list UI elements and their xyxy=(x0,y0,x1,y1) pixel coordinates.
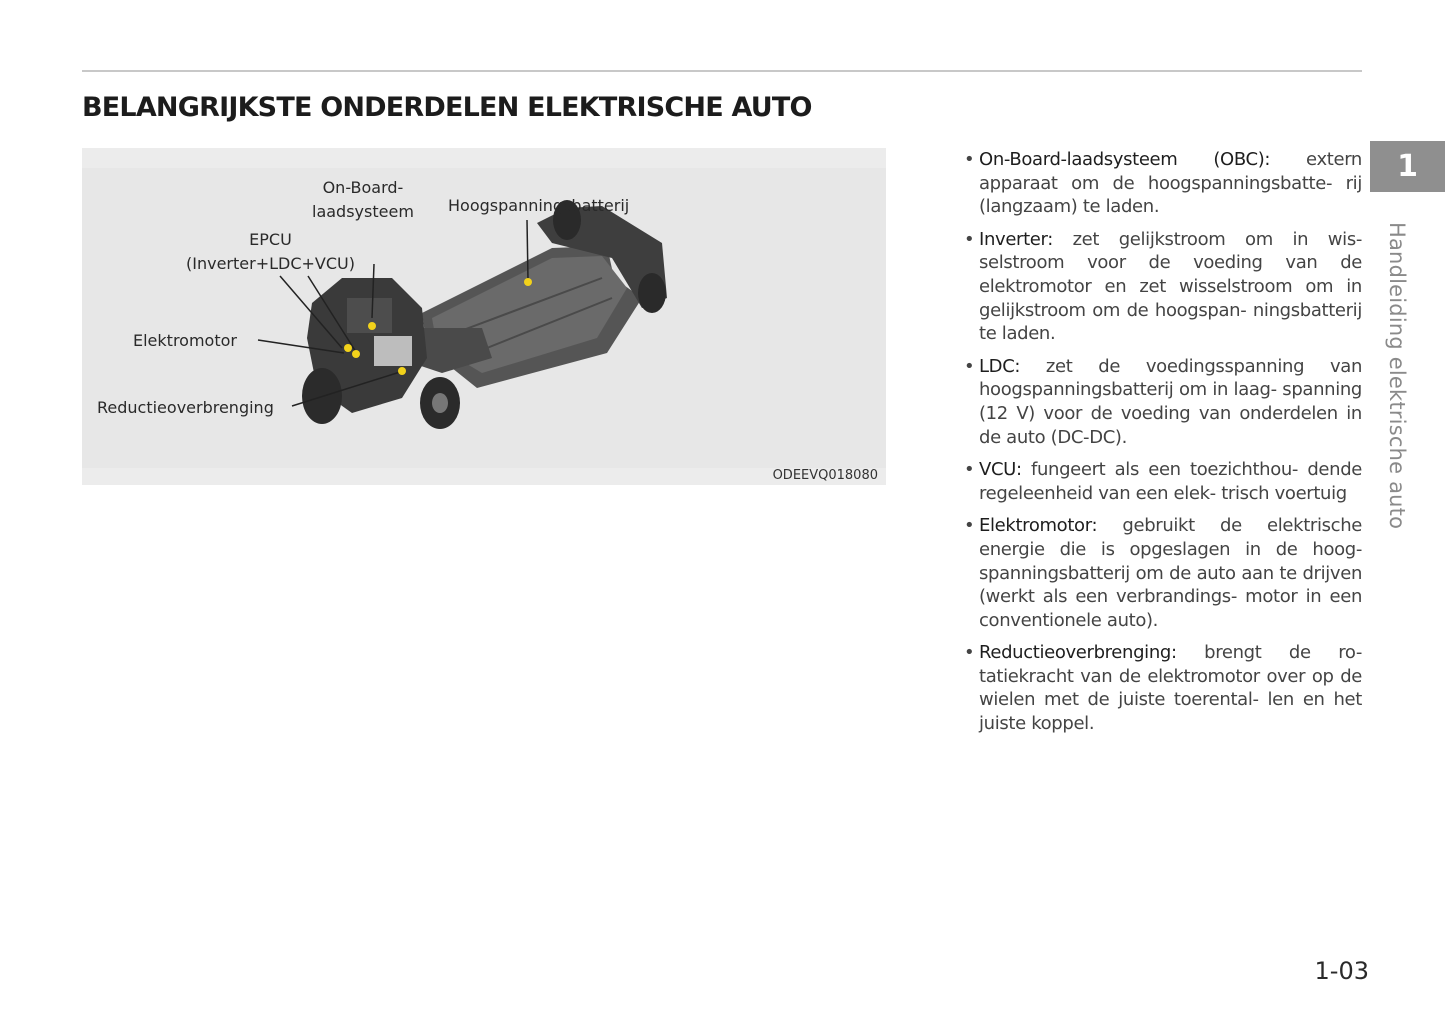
list-item-text: gebruikt de elektrische energie die is opgeslagen in de hoog- spanningsbatterij om de auto aan te drijven (werkt als een verbrandings- motor in een conventionele auto). xyxy=(979,515,1362,631)
label-epcu: EPCU (Inverter+LDC+VCU) xyxy=(186,230,355,273)
list-item-text: extern apparaat om de hoogspanningsbatte- rij (langzaam) te laden. xyxy=(979,149,1362,218)
top-rule xyxy=(82,70,1362,72)
chapter-tab: 1 xyxy=(1370,141,1445,192)
label-high-voltage-battery: Hoogspanningsbatterij xyxy=(448,196,630,215)
list-item-text: zet de voedingsspanning van hoogspanningsbatterij om in laag- spanning (12 V) voor de voeding van onderdelen in de auto (DC-DC). xyxy=(979,355,1362,448)
list-item-term: Reductieoverbrenging: xyxy=(979,642,1177,664)
list-item xyxy=(964,458,1362,505)
component-descriptions xyxy=(964,148,1362,745)
list-item xyxy=(964,355,1362,449)
components-figure xyxy=(82,148,886,485)
chapter-side-title: Handleiding elektrische auto xyxy=(1385,222,1409,530)
list-item-text: fungeert als een toezichthou- dende regeleenheid van een elek- trisch voertuig xyxy=(979,459,1362,504)
page-number: 1-03 xyxy=(1314,957,1369,985)
list-item-term: LDC: xyxy=(979,355,1021,377)
label-on-board-charger: On-Board- laadsysteem xyxy=(312,178,414,221)
list-item-text: zet gelijkstroom om in wis- selstroom voor de voeding van de elektromotor en zet wisselstroom om in gelijkstroom om de hoogspan- ningsbatterij te laden. xyxy=(979,228,1362,345)
list-item-term: On-Board-laadsysteem (OBC): xyxy=(979,149,1271,170)
list-item xyxy=(964,228,1362,346)
label-electric-motor: Elektromotor xyxy=(133,331,237,350)
list-item-term: VCU: xyxy=(979,459,1022,481)
list-item-term: Inverter: xyxy=(979,228,1053,250)
label-reduction-gear: Reductieoverbrenging xyxy=(97,398,274,417)
list-item-term: Elektromotor: xyxy=(979,515,1098,537)
list-item xyxy=(964,148,1362,219)
page-title: BELANGRIJKSTE ONDERDELEN ELEKTRISCHE AUTO xyxy=(82,92,812,123)
figure-code: ODEEVQ018080 xyxy=(772,468,878,483)
list-item xyxy=(964,514,1362,632)
list-item-text: brengt de ro- tatiekracht van de elektromotor over op de wielen met de juiste toerental- len en het juiste koppel. xyxy=(979,642,1362,735)
list-item xyxy=(964,641,1362,735)
